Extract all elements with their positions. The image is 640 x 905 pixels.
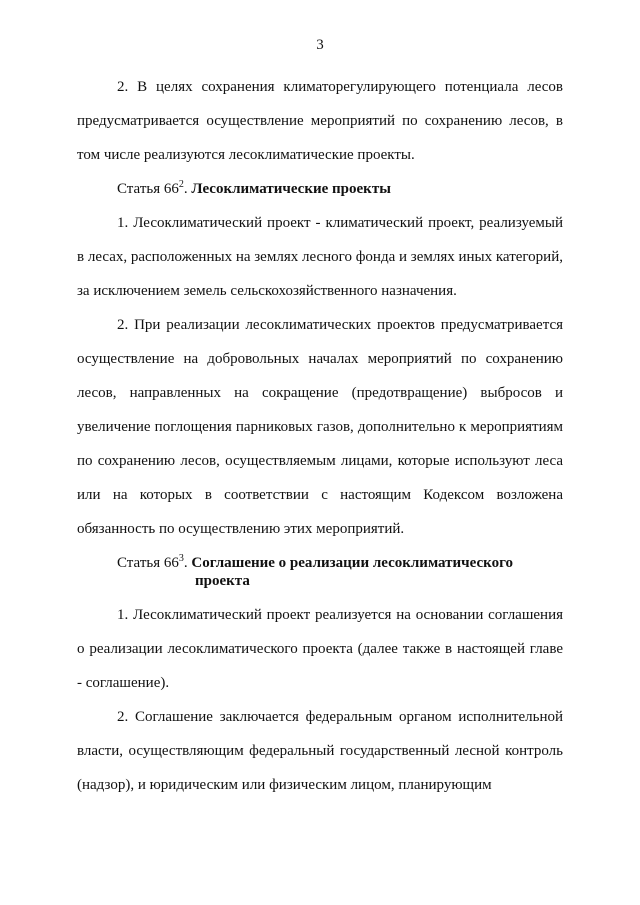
document-body bbox=[77, 70, 563, 802]
paragraph-goal: 2. В целях сохранения климаторегулирующего потенциала лесов предусматривается осуществление мероприятий по сохранению лесов, в том числе реализуются лесоклиматические проекты. bbox=[77, 79, 563, 163]
paragraph-agreement-basis: 1. Лесоклиматический проект реализуется на основании соглашения о реализации лесоклиматического проекта (далее также в настоящей главе - соглашение). bbox=[77, 607, 563, 691]
article-dot: . bbox=[183, 181, 188, 197]
article-title: Лесоклиматические проекты bbox=[191, 181, 391, 197]
article-heading-66-2 bbox=[77, 172, 563, 206]
article-heading-66-3 bbox=[117, 546, 563, 598]
paragraph-agreement-parties: 2. Соглашение заключается федеральным органом исполнительной власти, осуществляющим федеральный государственный лесной контроль (надзор), и юридическим или физическим лицом, планирующим bbox=[77, 709, 563, 793]
article-prefix: Статья 66 bbox=[117, 555, 179, 571]
article-title-line1: Соглашение о реализации лесоклиматического bbox=[191, 555, 514, 571]
paragraph-implementation: 2. При реализации лесоклиматических проектов предусматривается осуществление на добровольных началах мероприятий по сохранению лесов, направленных на сокращение (предотвращение) выбросов и увеличение поглощения парниковых газов, дополнительно к мероприятиям по сохранению лесов, осуществляемым лицами, которые используют леса или на которых в соответствии с настоящим Кодексом возложена обязанность по осуществлению этих мероприятий. bbox=[77, 317, 563, 537]
article-dot: . bbox=[183, 555, 188, 571]
article-prefix: Статья 66 bbox=[117, 181, 179, 197]
article-superscript: 2 bbox=[178, 179, 184, 190]
page-number: 3 bbox=[316, 37, 324, 53]
article-title-line2: проекта bbox=[195, 573, 250, 589]
article-superscript: 3 bbox=[178, 553, 184, 564]
paragraph-definition: 1. Лесоклиматический проект - климатический проект, реализуемый в лесах, расположенных на землях лесного фонда и землях иных категорий, за исключением земель сельскохозяйственного назначения. bbox=[77, 215, 563, 299]
